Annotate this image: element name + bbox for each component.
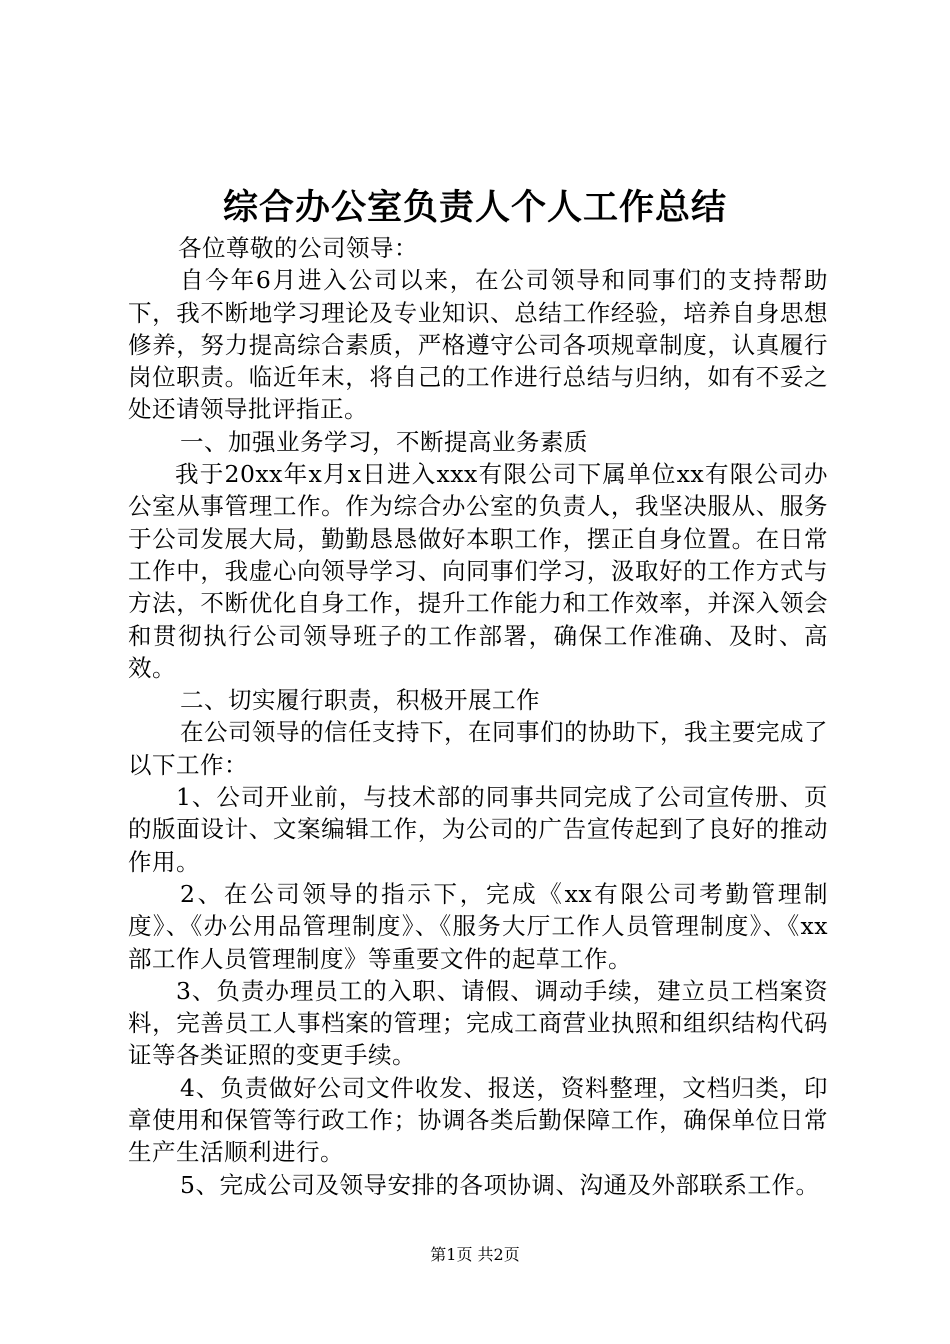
document-title: 综合办公室负责人个人工作总结: [222, 187, 727, 228]
list-item-3: 3、负责办理员工的入职、请假、调动手续，建立员工档案资料，完善员工人事档案的管理；完成工商营业执照和组织结构代码证等各类证照的变更手续。: [128, 976, 828, 1070]
salutation: 各位尊敬的公司领导：: [178, 234, 418, 262]
paragraph-section-2: 在公司领导的信任支持下，在同事们的协助下，我主要完成了以下工作：: [128, 718, 828, 779]
list-item-5: 5、完成公司及领导安排的各项协调、沟通及外部联系工作。: [180, 1170, 820, 1199]
paragraph-intro: 自今年6月进入公司以来，在公司领导和同事们的支持帮助下，我不断地学习理论及专业知识、总结工作经验，培养自身思想修养，努力提高综合素质，严格遵守公司各项规章制度，认真履行岗位职责。临近年末，将自己的工作进行总结与归纳，如有不妥之处还请领导批评指正。: [128, 266, 828, 424]
section-heading-2: 二、切实履行职责，积极开展工作: [180, 686, 540, 715]
list-item-1: 1、公司开业前，与技术部的同事共同完成了公司宣传册、页的版面设计、文案编辑工作，为公司的广告宣传起到了良好的推动作用。: [128, 783, 828, 876]
page-footer: 第1页 共2页: [430, 1245, 520, 1264]
section-heading-1: 一、加强业务学习，不断提高业务素质: [180, 427, 588, 456]
paragraph-section-1: 我于20xx年x月x日进入xxx有限公司下属单位xx有限公司办公室从事管理工作。作为综合办公室的负责人，我坚决服从、服务于公司发展大局，勤勤恳恳做好本职工作，摆正自身位置。在日常工作中，我虚心向领导学习、向同事们学习，汲取好的工作方式与方法，不断优化自身工作，提升工作能力和工作效率，并深入领会和贯彻执行公司领导班子的工作部署，确保工作准确、及时、高效。: [128, 460, 828, 682]
document-body: [128, 232, 828, 1201]
list-item-2: 2、在公司领导的指示下，完成《xx有限公司考勤管理制度》、《办公用品管理制度》、《服务大厅工作人员管理制度》、《xx部工作人员管理制度》等重要文件的起草工作。: [128, 879, 828, 973]
list-item-4: 4、负责做好公司文件收发、报送，资料整理，文档归类，印章使用和保管等行政工作；协调各类后勤保障工作，确保单位日常生产生活顺利进行。: [128, 1073, 828, 1167]
